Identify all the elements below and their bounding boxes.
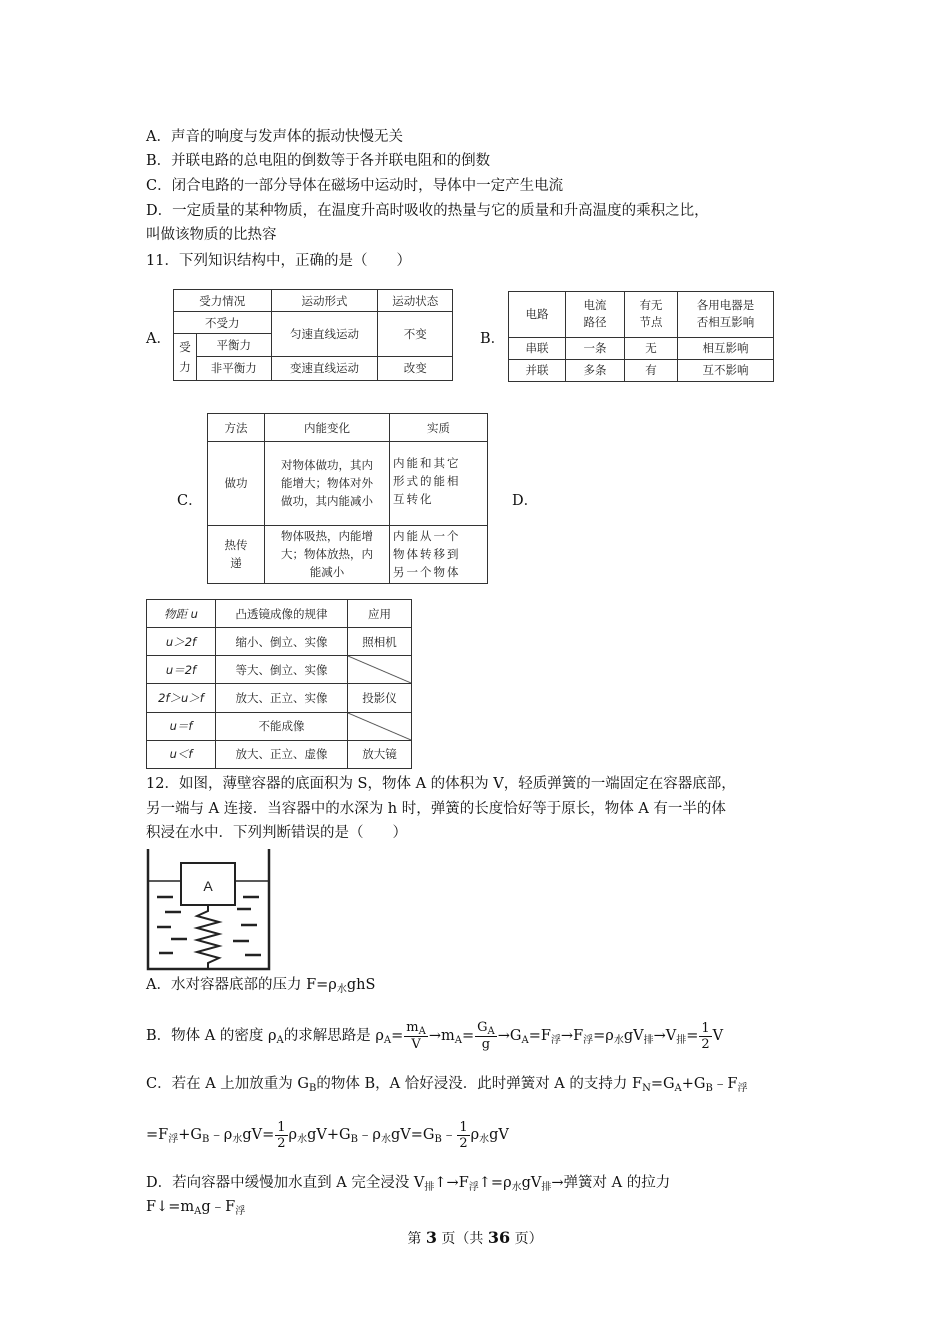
q11-label-d: D． [512,493,539,509]
cell: 无 [625,337,678,359]
q10-option-d-line1: D．一定质量的某种物质，在温度升高时吸收的热量与它的质量和升高温度的乘积之比， [146,203,709,219]
cell-text: 递 [230,556,242,571]
q12-option-b: B．物体 A 的密度 $\rho_A$的求解思路是 $\rho_A=$ $\frac{m_A}{V}$ $\to m_A=$ $\frac{G_A}{g}$ $\to G_A=F_浮\to F_浮=\rho_水gV_排\to V_排=$ $\frac{1}{2}$ V [146,1020,724,1052]
cell: 多条 [566,359,625,381]
q11-table-c [207,413,488,584]
cell-text: 节点 [639,315,663,330]
cell-text: 形式的能相 [393,474,461,489]
cell-text: 有无 [639,298,663,313]
cell [265,525,390,583]
cell: 变速直线运动 [271,356,378,380]
q11-label-a: A． [146,331,171,347]
cell: u＜f [147,740,216,768]
cell [678,292,774,338]
cell: 串联 [509,337,566,359]
cell-text: 能减小 [309,565,345,580]
footer-mid: 页（共 [436,1231,488,1247]
cell: 一条 [566,337,625,359]
cell: 做功 [208,442,265,525]
option-b-text2: 的求解思路是 ρ [283,1028,384,1044]
cell: 放大、正立、实像 [216,684,348,712]
option-b-text: B．物体 A 的密度 ρ [146,1028,277,1044]
cell: 平衡力 [197,334,272,356]
cell: 投影仪 [348,684,412,712]
cell: 放大镜 [348,740,412,768]
q12-option-d-line2: $F↓=m_Ag﹣F_浮$ [146,1199,246,1217]
total-pages: 36 [487,1228,511,1247]
cell-text: 物体吸热，内能增 [281,529,373,544]
q12-stem-line1: 12．如图，薄壁容器的底面积为 S，物体 A 的体积为 V，轻质弹簧的一端固定在容器底部， [146,776,736,792]
cell: 非平衡力 [197,356,272,380]
cell: 不变 [378,312,453,356]
cell: 方法 [208,414,265,442]
cell: 改变 [378,356,453,380]
q10-option-c: C．闭合电路的一部分导体在磁场中运动时，导体中一定产生电流 [146,178,564,194]
cell-text: 做功，其内能减小 [281,494,373,509]
cell: 应用 [348,600,412,628]
cell: 电路 [509,292,566,338]
cell-text: 受 [179,340,191,355]
cell: 凸透镜成像的规律 [216,600,348,628]
block-a-label: A [203,878,213,894]
q11-table-a [173,289,453,381]
cell [208,525,265,583]
q12-option-c-line1: C．若在 A 上加放重为 $G_B$的物体 B，A 恰好浸没．此时弹簧对 A 的支持力 $F_N=G_A+G_B﹣F_浮$ [146,1076,748,1094]
q12-option-c-line2: $=F_浮+G_B﹣\rho_水gV=$ $\frac{1}{2}$ $\rho_水gV+G_B﹣\rho_水gV=G_B﹣$ $\frac{1}{2}$ $\rho_水gV$ [146,1119,509,1151]
cell: 不能成像 [216,712,348,740]
q11-label-c: C． [177,493,203,509]
cell-text: 否相互影响 [696,315,755,330]
cell-text: 内能从一个 [393,529,461,544]
cell: 互不影响 [678,359,774,381]
page-number: 3 [425,1228,437,1247]
cell-text: 电流 [583,298,607,313]
q10-option-b: B．并联电路的总电阻的倒数等于各并联电阻和的倒数 [146,153,491,169]
cell: 等大、倒立、实像 [216,656,348,684]
cell-text: 对物体做功，其内 [281,458,373,473]
cell: 实质 [390,414,488,442]
cell-text: 互转化 [393,492,434,507]
option-c-text2: 的物体 B，A 恰好浸没．此时弹簧对 A 的支持力 F [316,1076,643,1092]
q12-option-a: A．水对容器底部的压力 $F=\rho_水ghS$ [146,977,376,995]
cell [566,292,625,338]
option-c-text: C．若在 A 上加放重为 G [146,1076,309,1092]
option-d-text3: F↓=m [146,1199,195,1215]
cell: 受力情况 [174,290,272,312]
cell: 匀速直线运动 [271,312,378,356]
cell: 物距 u [147,600,216,628]
cell: 不受力 [174,312,272,334]
cell: 照相机 [348,628,412,656]
cell-text: 力 [179,360,191,375]
option-d-text: D．若向容器中缓慢加水直到 A 完全浸没 V [146,1175,425,1191]
cell-text: 各用电器是 [696,298,755,313]
footer-post: 页） [510,1231,543,1247]
q10-option-d-line2: 叫做该物质的比热容 [146,227,277,243]
cell [390,525,488,583]
option-d-text4: g﹣F [201,1199,236,1215]
q12-option-d-line1: D．若向容器中缓慢加水直到 A 完全浸没 $V_排↑\to F_浮↑=\rho_水gV_排\to$弹簧对 A 的拉力 [146,1175,671,1193]
cell: u＝2f [147,656,216,684]
cell: 2f＞u＞f [147,684,216,712]
cell: u＝f [147,712,216,740]
empty-cell [348,656,412,684]
cell: 并联 [509,359,566,381]
cell-text: 热传 [224,538,248,553]
cell: 内能变化 [265,414,390,442]
cell-text: 大；物体放热，内 [281,547,373,562]
cell-text: 物体转移到 [393,547,461,562]
cell: 有 [625,359,678,381]
option-d-text2: 弹簧对 A 的拉力 [563,1175,671,1191]
cell: 运动形式 [271,290,378,312]
q12-stem-line2: 另一端与 A 连接．当容器中的水深为 h 时，弹簧的长度恰好等于原长，物体 A 有一半的体 [146,801,726,817]
option-a-text: A．水对容器底部的压力 F=ρ [146,977,337,993]
cell [390,442,488,525]
cell-text: 另一个物体 [393,565,461,580]
cell: 放大、正立、虚像 [216,740,348,768]
cell-text: 能增大；物体对外 [281,476,373,491]
cell: 相互影响 [678,337,774,359]
page-footer [0,1228,950,1248]
q12-stem-line3: 积浸在水中．下列判断错误的是（ ） [146,825,407,841]
footer-pre: 第 [407,1231,426,1247]
cell-text: 内能和其它 [393,456,461,471]
q11-table-b [508,291,774,382]
q10-option-a: A．声音的响度与发声体的振动快慢无关 [146,129,403,145]
container-spring-figure [145,849,273,971]
cell [625,292,678,338]
cell: 缩小、倒立、实像 [216,628,348,656]
cell [174,334,197,381]
cell: 运动状态 [378,290,453,312]
q11-label-b: B． [480,331,506,347]
cell: u＞2f [147,628,216,656]
q11-stem: 11．下列知识结构中，正确的是（ ） [146,253,411,269]
q11-table-d [146,599,412,769]
cell [265,442,390,525]
empty-cell [348,712,412,740]
cell-text: 路径 [583,315,607,330]
